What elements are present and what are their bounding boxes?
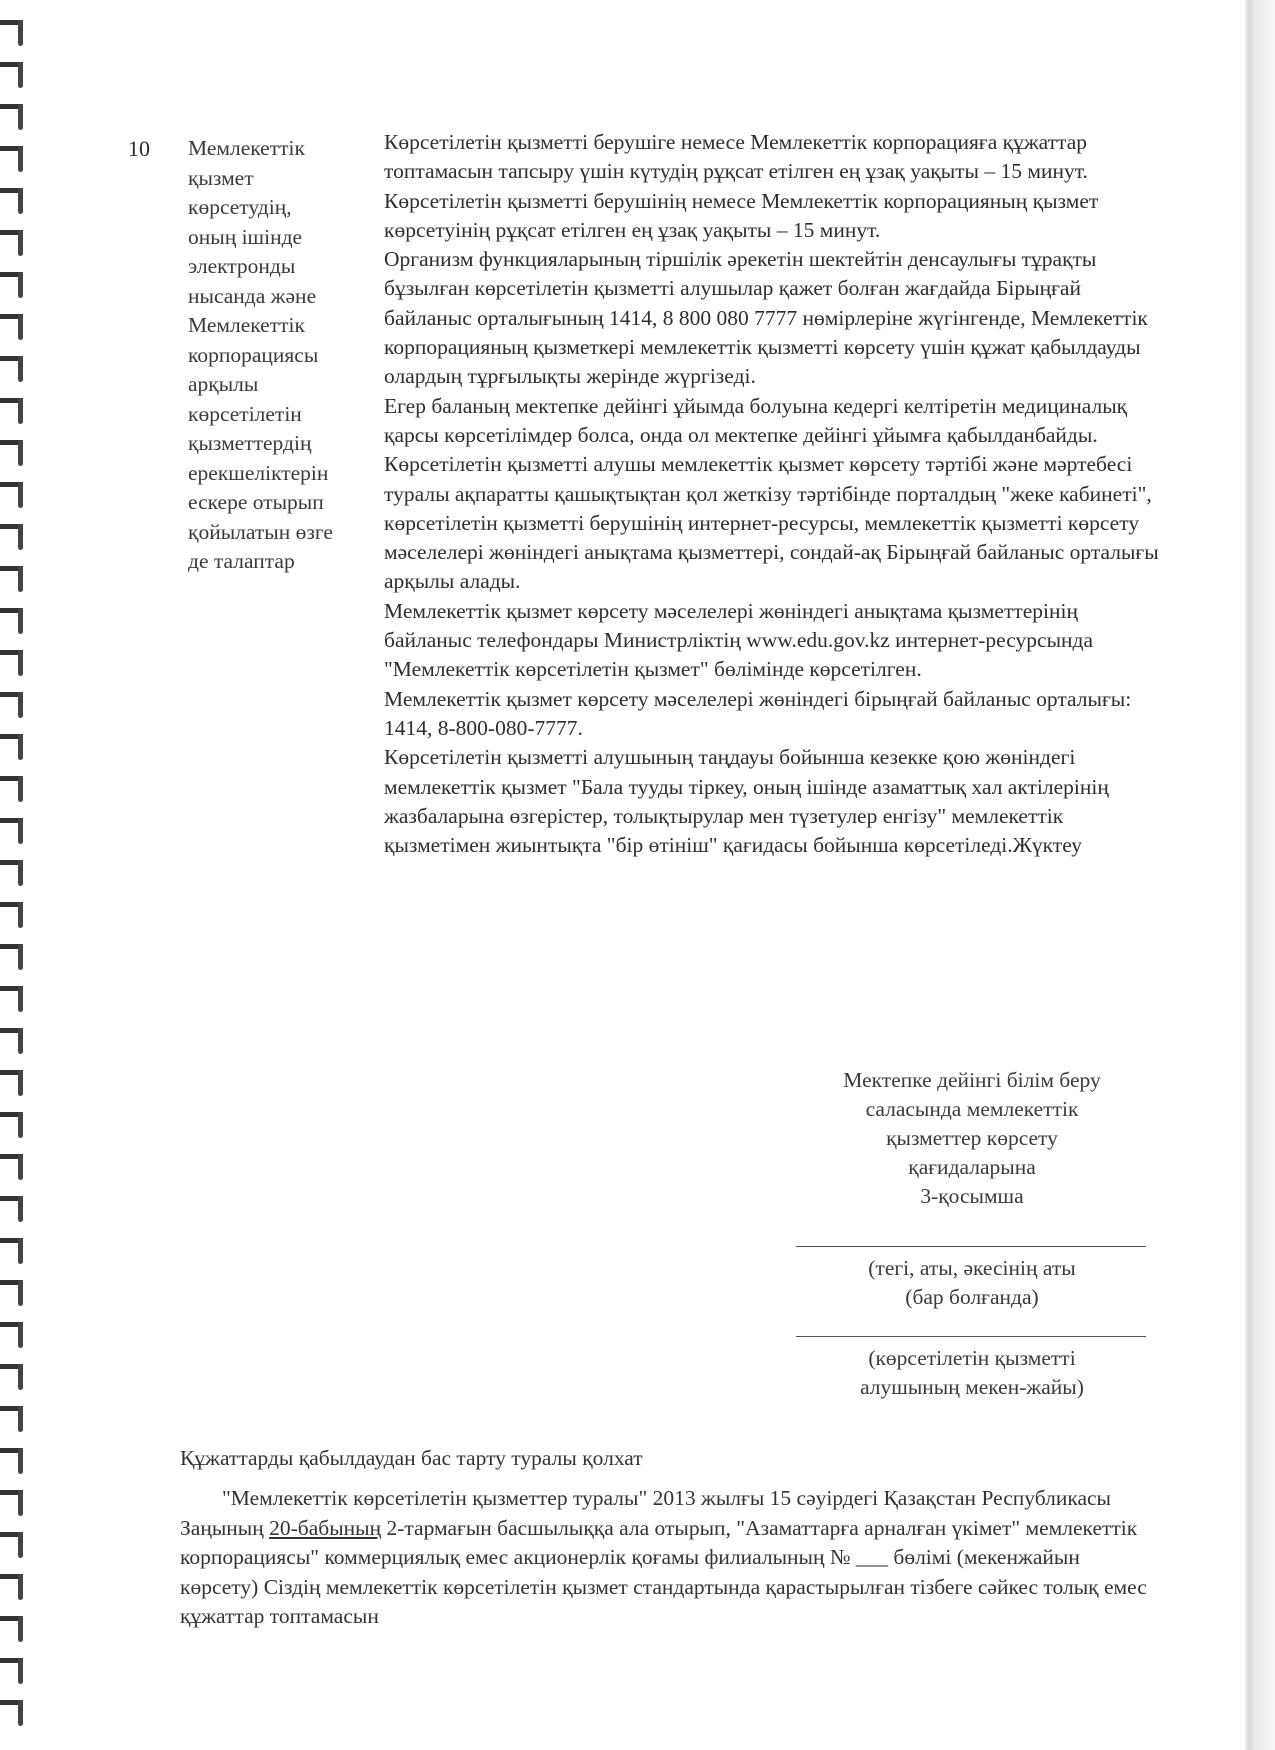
appendix-line: қағидаларына xyxy=(908,1155,1036,1179)
label-line: Мемлекеттік xyxy=(188,313,305,337)
spiral-binding xyxy=(0,0,30,1750)
content-paragraph: Мемлекеттік қызмет көрсету мәселелері жөніндегі бірыңғай байланыс орталығы: 1414, 8-800-080-7777. xyxy=(384,686,1132,740)
binding-ring xyxy=(0,902,26,916)
binding-ring xyxy=(0,1532,26,1546)
binding-ring xyxy=(0,1196,26,1210)
caption-line: (тегі, аты, әкесінің аты xyxy=(868,1256,1076,1280)
content-paragraph: Организм функцияларының тіршілік әрекетін шектейтін денсаулығы тұрақты бұзылған көрсетілетін қызметті алушылар қажет болған жағдайда Бірыңғай байланыс орталығының 1414, 8 800 080 7777 нөмірлеріне жүгінгенде, Мемлекеттік корпорацияның қызметкері мемлекеттік қызметті көрсету үшін құжат қабылдауды олардың тұрғылықты жерінде жүргізеді. xyxy=(384,247,1148,389)
binding-ring xyxy=(0,860,26,874)
binding-ring xyxy=(0,188,26,202)
binding-ring xyxy=(0,398,26,412)
appendix-line: 3-қосымша xyxy=(920,1184,1024,1208)
content-paragraph: Көрсетілетін қызметті алушы мемлекеттік қызмет көрсету тәртібі және мәртебесі туралы ақпаратты қашықтықтан қол жеткізу тәртібінде порталдың "жеке кабинеті", көрсетілетін қызметті берушінің интернет-ресурсы, мемлекеттік қызметті көрсету мәселелері жөніндегі анықтама қызметтері, сондай-ақ Бірыңғай байланыс орталығы арқылы алады. xyxy=(384,452,1159,594)
label-line: арқылы xyxy=(188,372,259,396)
page-edge-shadow xyxy=(1245,0,1275,1750)
address-caption xyxy=(792,1344,1152,1402)
binding-ring xyxy=(0,1364,26,1378)
receipt-text: "Мемлекеттік көрсетілетін қызметтер туралы" 2013 жылғы 15 сәуірдегі Қазақстан Республикасы Заңының xyxy=(180,1486,1111,1540)
caption-line: (бар болғанда) xyxy=(905,1285,1039,1309)
caption-line: алушының мекен-жайы) xyxy=(860,1375,1084,1399)
appendix-line: Мектепке дейінгі білім беру xyxy=(843,1068,1101,1092)
binding-ring xyxy=(0,1448,26,1462)
content-paragraph: Көрсетілетін қызметті алушының таңдауы бойынша кезекке қою жөніндегі мемлекеттік қызмет "Бала тууды тіркеу, оның ішінде азаматтық хал актілерінің жазбаларына өзгерістер, толықтырулар мен түзетулер енгізу" мемлекеттік қызметімен жиынтықта "бір өтініш" қағидасы бойынша көрсетіледі.Жүктеу xyxy=(384,745,1109,858)
binding-ring xyxy=(0,356,26,370)
name-blank-line xyxy=(796,1246,1146,1247)
label-line: ерекшеліктерін xyxy=(188,460,329,485)
binding-ring xyxy=(0,482,26,496)
binding-ring xyxy=(0,272,26,286)
label-line: көрсетілетін xyxy=(188,401,302,426)
binding-ring xyxy=(0,1658,26,1672)
binding-ring xyxy=(0,1574,26,1588)
binding-ring xyxy=(0,1616,26,1630)
binding-ring xyxy=(0,608,26,622)
binding-ring xyxy=(0,104,26,118)
label-line: электронды xyxy=(188,254,296,278)
caption-line: (көрсетілетін қызметті xyxy=(868,1346,1076,1370)
content-paragraph: Мемлекеттік қызмет көрсету мәселелері жөніндегі анықтама қызметтерінің байланыс телефондары Министрліктің www.edu.gov.kz интернет-ресурсында "Мемлекеттік көрсетілетін қызмет" бөлімінде көрсетілген. xyxy=(384,598,1093,682)
binding-ring xyxy=(0,1280,26,1294)
binding-ring xyxy=(0,440,26,454)
binding-ring xyxy=(0,650,26,664)
binding-ring xyxy=(0,314,26,328)
binding-ring xyxy=(0,986,26,1000)
binding-ring xyxy=(0,734,26,748)
content-paragraph: Көрсетілетін қызметті берушіге немесе Мемлекеттік корпорацияға құжаттар топтамасын тапсыру үшін күтудің рұқсат етілген ең ұзақ уақыты – 15 минут. xyxy=(384,130,1088,184)
binding-ring xyxy=(0,1406,26,1420)
address-blank-line xyxy=(796,1336,1146,1337)
label-line: қызмет xyxy=(188,165,254,190)
label-line: Мемлекеттік xyxy=(188,136,305,160)
binding-ring xyxy=(0,1028,26,1042)
binding-ring xyxy=(0,818,26,832)
label-line: қызметтердің xyxy=(188,431,312,455)
label-line: ескере отырып xyxy=(188,490,324,514)
binding-ring xyxy=(0,1238,26,1252)
binding-ring xyxy=(0,20,26,34)
receipt-body xyxy=(180,1484,1150,1632)
binding-ring xyxy=(0,1112,26,1126)
binding-ring xyxy=(0,1070,26,1084)
binding-ring xyxy=(0,566,26,580)
label-line: қойылатын өзге xyxy=(188,519,333,544)
binding-ring xyxy=(0,776,26,790)
binding-ring xyxy=(0,230,26,244)
label-line: нысанда және xyxy=(188,283,317,308)
content-paragraph: Егер баланың мектепке дейінгі ұйымда болуына кедергі келтіретін медициналық қарсы көрсетілімдер болса, онда ол мектепке дейінгі ұйымға қабылданбайды. xyxy=(384,393,1128,447)
receipt-text: 2-тармағын басшылыққа ала отырып, "Азаматтарға арналған үкімет" мемлекеттік корпорациясы" коммерциялық емес акционерлік қоғамы филиалының № ___ бөлімі (мекенжайын көрсету) Сіздің мемлекеттік көрсетілетін қызмет стандартында қарастырылған тізбеге сәйкес толық емес құжаттар топтамасын xyxy=(180,1515,1147,1628)
table-row-content xyxy=(384,128,1164,860)
binding-ring xyxy=(0,1154,26,1168)
binding-ring xyxy=(0,692,26,706)
law-article-link[interactable]: 20-бабының xyxy=(269,1515,382,1540)
binding-ring xyxy=(0,1700,26,1714)
content-paragraph: Көрсетілетін қызметті берушінің немесе Мемлекеттік корпорацияның қызмет көрсетуінің рұқсат етілген ең ұзақ уақыты – 15 минут. xyxy=(384,188,1099,242)
name-caption xyxy=(792,1254,1152,1312)
appendix-line: қызметтер көрсету xyxy=(886,1126,1058,1150)
table-row-label xyxy=(188,134,368,577)
binding-ring xyxy=(0,944,26,958)
binding-ring xyxy=(0,146,26,160)
binding-ring xyxy=(0,1322,26,1336)
table-row-number: 10 xyxy=(128,136,150,161)
label-line: көрсетудің, xyxy=(188,195,292,219)
label-line: корпорациясы xyxy=(188,342,319,367)
binding-ring xyxy=(0,62,26,76)
appendix-header xyxy=(792,1066,1152,1211)
binding-ring xyxy=(0,1490,26,1504)
label-line: де талаптар xyxy=(188,549,295,573)
appendix-line: саласында мемлекеттік xyxy=(865,1097,1079,1121)
binding-ring xyxy=(0,524,26,538)
receipt-title: Құжаттарды қабылдаудан бас тарту туралы қолхат xyxy=(180,1446,643,1470)
label-line: оның ішінде xyxy=(188,224,303,249)
